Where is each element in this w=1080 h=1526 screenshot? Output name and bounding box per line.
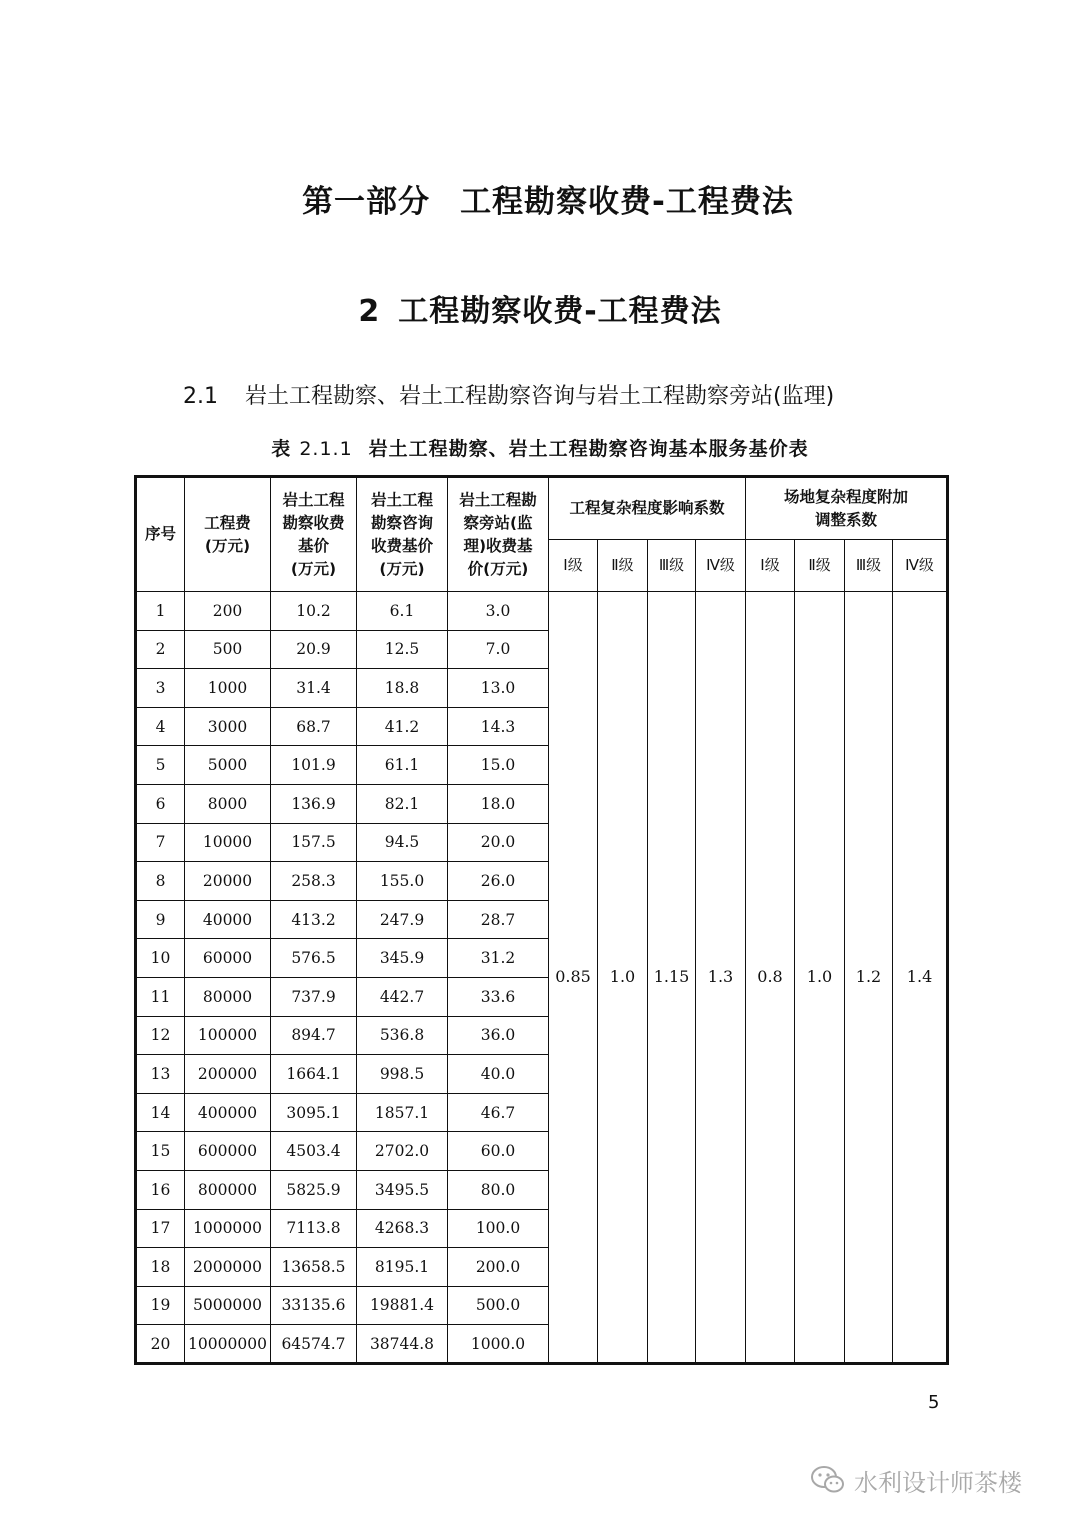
cell-consult-fee: 247.9 [357, 900, 448, 939]
complexity-coefficient-grade-3: 1.15 [648, 592, 696, 1364]
cell-cost: 20000 [185, 862, 271, 901]
header-site-line: 调整系数 [815, 510, 878, 529]
watermark [810, 1460, 1060, 1500]
table-caption [0, 434, 1080, 461]
cell-consult-fee: 998.5 [357, 1055, 448, 1094]
cell-supervision-fee: 15.0 [448, 746, 549, 785]
cell-cost: 2000000 [185, 1248, 271, 1287]
cell-survey-fee: 737.9 [271, 977, 357, 1016]
cell-survey-fee: 576.5 [271, 939, 357, 978]
section-number: 2.1 [183, 384, 218, 409]
cell-seq: 5 [136, 746, 185, 785]
cell-seq: 10 [136, 939, 185, 978]
cell-consult-fee: 536.8 [357, 1016, 448, 1055]
cell-survey-fee: 68.7 [271, 707, 357, 746]
cell-seq: 7 [136, 823, 185, 862]
header-site-grade-2: Ⅱ级 [795, 540, 845, 592]
cell-seq: 19 [136, 1286, 185, 1325]
part-label: 第一部分 [302, 184, 431, 220]
cell-seq: 9 [136, 900, 185, 939]
cell-survey-fee: 5825.9 [271, 1170, 357, 1209]
cell-supervision-fee: 40.0 [448, 1055, 549, 1094]
cell-consult-fee: 61.1 [357, 746, 448, 785]
cell-consult-fee: 4268.3 [357, 1209, 448, 1248]
cell-consult-fee: 6.1 [357, 592, 448, 631]
cell-cost: 800000 [185, 1170, 271, 1209]
cell-survey-fee: 64574.7 [271, 1325, 357, 1364]
site-coefficient-grade-3: 1.2 [845, 592, 893, 1364]
cell-supervision-fee: 46.7 [448, 1093, 549, 1132]
header-consult-fee [357, 477, 448, 592]
table-caption-text: 岩土工程勘察、岩土工程勘察咨询基本服务基价表 [368, 438, 809, 460]
cell-survey-fee: 1664.1 [271, 1055, 357, 1094]
cell-survey-fee: 101.9 [271, 746, 357, 785]
complexity-coefficient-grade-1: 0.85 [549, 592, 598, 1364]
header-survey-fee-line: 勘察收费 [282, 513, 345, 532]
chapter-title-text: 工程勘察收费-工程费法 [398, 294, 722, 329]
cell-cost: 10000 [185, 823, 271, 862]
cell-cost: 1000000 [185, 1209, 271, 1248]
cell-supervision-fee: 500.0 [448, 1286, 549, 1325]
header-complexity-grade-1: Ⅰ级 [549, 540, 598, 592]
header-complexity: 工程复杂程度影响系数 [549, 477, 746, 540]
cell-consult-fee: 94.5 [357, 823, 448, 862]
header-cost-line: (万元) [204, 536, 251, 555]
cell-survey-fee: 136.9 [271, 784, 357, 823]
header-consult-fee-line: 岩土工程 [370, 490, 433, 509]
cell-cost: 5000000 [185, 1286, 271, 1325]
cell-supervision-fee: 80.0 [448, 1170, 549, 1209]
cell-supervision-fee: 7.0 [448, 630, 549, 669]
cell-survey-fee: 31.4 [271, 669, 357, 708]
table-row [136, 592, 948, 631]
cell-supervision-fee: 100.0 [448, 1209, 549, 1248]
cell-survey-fee: 20.9 [271, 630, 357, 669]
cell-survey-fee: 10.2 [271, 592, 357, 631]
cell-seq: 3 [136, 669, 185, 708]
header-site-grade-3: Ⅲ级 [845, 540, 893, 592]
chapter-number: 2 [358, 294, 381, 329]
cell-supervision-fee: 28.7 [448, 900, 549, 939]
cell-supervision-fee: 36.0 [448, 1016, 549, 1055]
header-survey-fee-line: 岩土工程 [282, 490, 345, 509]
header-complexity-grade-4: Ⅳ级 [696, 540, 746, 592]
cell-cost: 10000000 [185, 1325, 271, 1364]
header-site-line: 场地复杂程度附加 [784, 487, 909, 506]
header-supervision-fee-line: 理)收费基 [463, 536, 533, 555]
cell-consult-fee: 3495.5 [357, 1170, 448, 1209]
cell-consult-fee: 345.9 [357, 939, 448, 978]
cell-seq: 6 [136, 784, 185, 823]
cell-supervision-fee: 14.3 [448, 707, 549, 746]
fee-table [134, 475, 949, 1365]
cell-seq: 1 [136, 592, 185, 631]
cell-supervision-fee: 1000.0 [448, 1325, 549, 1364]
complexity-coefficient-grade-2: 1.0 [598, 592, 648, 1364]
cell-seq: 17 [136, 1209, 185, 1248]
table-caption-prefix: 表 [271, 438, 292, 460]
cell-seq: 12 [136, 1016, 185, 1055]
cell-seq: 14 [136, 1093, 185, 1132]
cell-consult-fee: 19881.4 [357, 1286, 448, 1325]
cell-cost: 3000 [185, 707, 271, 746]
cell-supervision-fee: 33.6 [448, 977, 549, 1016]
header-survey-fee-line: (万元) [290, 559, 337, 578]
header-survey-fee [271, 477, 357, 592]
cell-cost: 1000 [185, 669, 271, 708]
part-title-text: 工程勘察收费-工程费法 [460, 184, 794, 220]
cell-cost: 100000 [185, 1016, 271, 1055]
cell-seq: 15 [136, 1132, 185, 1171]
cell-cost: 40000 [185, 900, 271, 939]
section-title-text: 岩土工程勘察、岩土工程勘察咨询与岩土工程勘察旁站(监理) [245, 384, 835, 409]
cell-survey-fee: 33135.6 [271, 1286, 357, 1325]
cell-survey-fee: 4503.4 [271, 1132, 357, 1171]
watermark-text: 水利设计师茶楼 [854, 1468, 1022, 1497]
wechat-icon [810, 1465, 846, 1495]
cell-survey-fee: 894.7 [271, 1016, 357, 1055]
header-supervision-fee-line: 岩土工程勘 [459, 490, 537, 509]
cell-survey-fee: 413.2 [271, 900, 357, 939]
cell-consult-fee: 82.1 [357, 784, 448, 823]
cell-consult-fee: 38744.8 [357, 1325, 448, 1364]
cell-seq: 8 [136, 862, 185, 901]
cell-consult-fee: 1857.1 [357, 1093, 448, 1132]
cell-seq: 16 [136, 1170, 185, 1209]
cell-cost: 200000 [185, 1055, 271, 1094]
site-coefficient-grade-1: 0.8 [746, 592, 795, 1364]
cell-cost: 80000 [185, 977, 271, 1016]
header-cost-line: 工程费 [204, 513, 251, 532]
cell-supervision-fee: 13.0 [448, 669, 549, 708]
header-cost [185, 477, 271, 592]
cell-seq: 13 [136, 1055, 185, 1094]
cell-cost: 8000 [185, 784, 271, 823]
page-number: 5 [928, 1392, 940, 1413]
cell-survey-fee: 258.3 [271, 862, 357, 901]
chapter-title [0, 286, 1080, 330]
site-coefficient-grade-2: 1.0 [795, 592, 845, 1364]
header-consult-fee-line: 勘察咨询 [370, 513, 433, 532]
cell-supervision-fee: 3.0 [448, 592, 549, 631]
header-complexity-grade-3: Ⅲ级 [648, 540, 696, 592]
complexity-coefficient-grade-4: 1.3 [696, 592, 746, 1364]
header-consult-fee-line: 收费基价 [370, 536, 433, 555]
part-title [0, 176, 1080, 221]
header-complexity-grade-2: Ⅱ级 [598, 540, 648, 592]
cell-cost: 200 [185, 592, 271, 631]
cell-consult-fee: 2702.0 [357, 1132, 448, 1171]
header-survey-fee-line: 基价 [297, 536, 329, 555]
cell-supervision-fee: 31.2 [448, 939, 549, 978]
header-consult-fee-line: (万元) [379, 559, 425, 578]
cell-seq: 18 [136, 1248, 185, 1287]
cell-consult-fee: 442.7 [357, 977, 448, 1016]
site-coefficient-grade-4: 1.4 [893, 592, 948, 1364]
header-supervision-fee-line: 价(万元) [467, 559, 529, 578]
header-supervision-fee [448, 477, 549, 592]
cell-consult-fee: 8195.1 [357, 1248, 448, 1287]
fee-table-body [136, 592, 948, 1364]
cell-seq: 2 [136, 630, 185, 669]
cell-supervision-fee: 18.0 [448, 784, 549, 823]
cell-survey-fee: 157.5 [271, 823, 357, 862]
cell-seq: 20 [136, 1325, 185, 1364]
cell-cost: 5000 [185, 746, 271, 785]
cell-supervision-fee: 60.0 [448, 1132, 549, 1171]
cell-seq: 4 [136, 707, 185, 746]
cell-seq: 11 [136, 977, 185, 1016]
header-supervision-fee-line: 察旁站(监 [463, 513, 533, 532]
header-site-grade-4: Ⅳ级 [893, 540, 948, 592]
cell-consult-fee: 155.0 [357, 862, 448, 901]
header-seq: 序号 [136, 477, 185, 592]
cell-consult-fee: 12.5 [357, 630, 448, 669]
cell-survey-fee: 3095.1 [271, 1093, 357, 1132]
cell-cost: 500 [185, 630, 271, 669]
cell-supervision-fee: 20.0 [448, 823, 549, 862]
cell-supervision-fee: 200.0 [448, 1248, 549, 1287]
cell-consult-fee: 41.2 [357, 707, 448, 746]
cell-cost: 600000 [185, 1132, 271, 1171]
header-site [746, 477, 948, 540]
cell-survey-fee: 7113.8 [271, 1209, 357, 1248]
cell-supervision-fee: 26.0 [448, 862, 549, 901]
section-title [183, 379, 834, 410]
cell-cost: 400000 [185, 1093, 271, 1132]
cell-cost: 60000 [185, 939, 271, 978]
cell-consult-fee: 18.8 [357, 669, 448, 708]
cell-survey-fee: 13658.5 [271, 1248, 357, 1287]
table-caption-number: 2.1.1 [299, 438, 353, 460]
header-site-grade-1: Ⅰ级 [746, 540, 795, 592]
